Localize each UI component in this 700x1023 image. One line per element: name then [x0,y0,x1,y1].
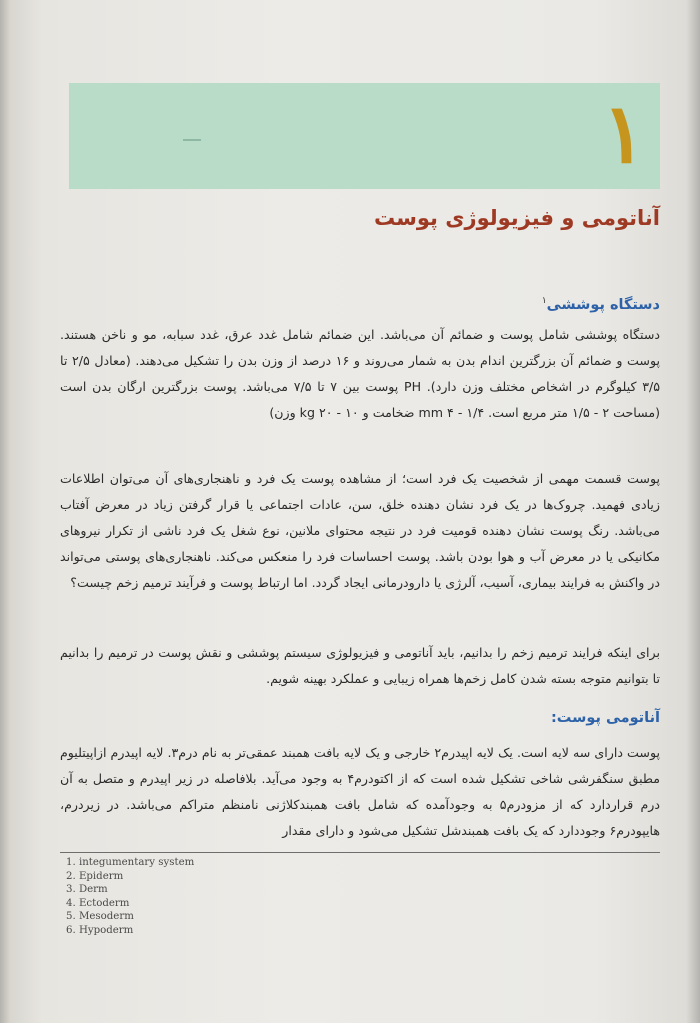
chapter-number: ۱ [601,86,646,182]
footnote-item: 1. integumentary system [66,857,195,868]
chapter-banner [69,83,660,189]
section-heading-anatomy: آناتومی پوست: [550,710,660,726]
chapter-title: آناتومی و فیزیولوژی پوست [373,206,660,230]
section-heading-text: دستگاه پوششی [546,296,660,313]
footnote-item: 2. Epiderm [66,870,124,882]
banner-dash [183,139,201,141]
footnote-ref: ۱ [541,296,547,306]
section-heading-integumentary [542,296,660,313]
footnote-divider [60,852,660,853]
paragraph-wound-repair: برای اینکه فرایند ترمیم زخم را بدانیم، باید آناتومی و فیزیولوژی سیستم پوششی و نقش پوست در ترمیم را بدانیم تا بتوانیم متوجه بسته شدن کامل زخم‌ها همراه زیبایی و عملکرد بهینه شویم. [60,645,660,686]
page-edge-shadow [686,0,700,1023]
footnotes [66,856,194,938]
footnote-item: 4. Ectoderm [66,897,130,909]
footnote-item: 6. Hypoderm [66,924,134,936]
paragraph-skin-personality: پوست قسمت مهمی از شخصیت یک فرد است؛ از مشاهده پوست یک فرد و ناهنجاری‌های آن می‌توان اطلاعات زیادی فهمید. چروک‌ها در یک فرد نشان دهنده خلق، سن، عادات اجتماعی یا قرار گرفتن زیاد در معرض آفتاب می‌باشد. رنگ پوست نشان دهنده قومیت فرد در نتیجه محتوای ملانین، نوع شغل یک فرد ناشی از تکرار نیروهای مکانیکی یا در معرض آب و هوا بودن باشد. پوست احساسات فرد را منعکس می‌کند. ناهنجاری‌های پوستی می‌تواند در واکنش به فرایند بیماری، آسیب، آلرژی یا دارودرمانی ایجاد گردد. اما ارتباط پوست و فرآیند ترمیم زخم چیست؟ [60,471,660,590]
footnote-item: 3. Derm [66,884,108,896]
paragraph-skin-layers: پوست دارای سه لایه است. یک لایه اپیدرم۲ خارجی و یک لایه بافت همبند عمقی‌تر به نام درم۳. لایه اپیدرم ازاپیتلیوم مطبق سنگفرشی شاخی تشکیل شده است که از اکتودرم۴ به وجود می‌آید. بلافاصله در زیر اپیدرم و متصل به آن درم قراردارد که از مزودرم۵ به وجودآمده که شامل بافت همبندکلاژنی نامنظم متراکم می‌باشد. در زیردرم، هایپودرم۶ وجوددارد که یک بافت همبندشل تشکیل می‌شود و دارای مقدار [60,745,660,838]
page-gutter-shadow [0,0,10,1023]
paragraph-integumentary-intro: دستگاه پوششی شامل پوست و ضمائم آن می‌باشد. این ضمائم شامل غدد عرق، غدد سبابه، مو و ناخن هستند. پوست و ضمائم آن بزرگترین اندام بدن به شمار می‌روند و ۱۶ درصد از وزن بدن را تشکیل می‌دهند. (معادل ۲/۵ تا ۳/۵ کیلوگرم در اشخاص مختلف وزن دارد). PH پوست بین ۷ تا ۷/۵ می‌باشد. پوست بزرگترین ارگان بدن است (مساحت ۲ - ۱/۵ متر مربع است. ۱/۴ - ۴ mm ضخامت و ۱۰ - ۲۰ kg وزن) [60,327,660,420]
footnote-item: 5. Mesoderm [66,911,134,923]
